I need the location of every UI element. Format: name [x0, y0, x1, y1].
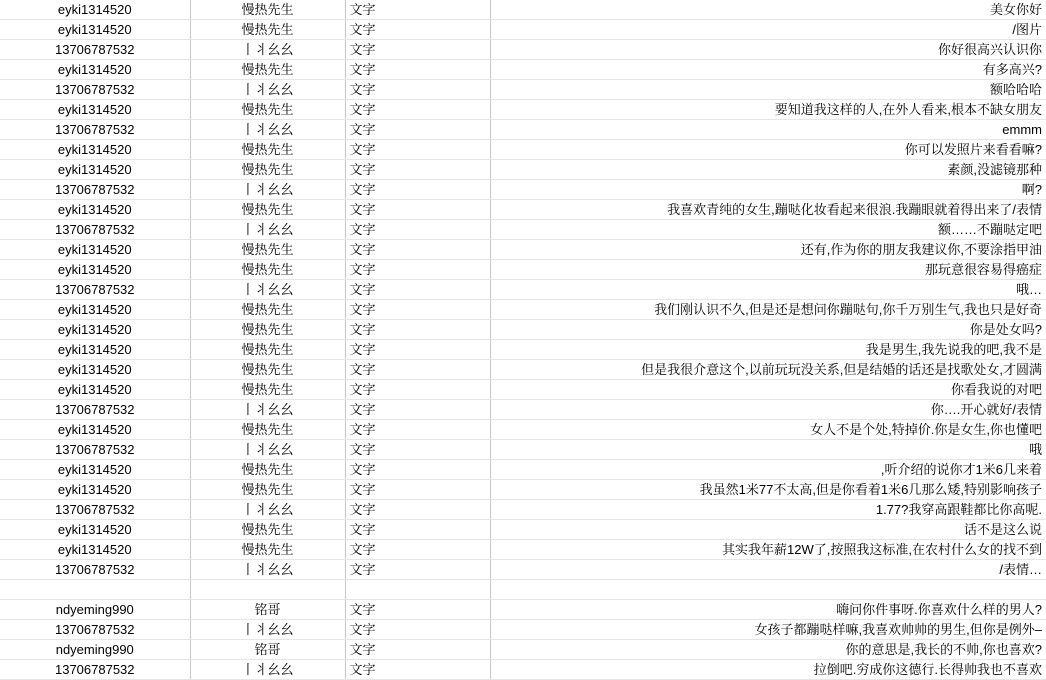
- cell-content: 你的意思是,我长的不帅,你也喜欢?: [490, 640, 1046, 660]
- table-row: [0, 540, 1046, 560]
- cell-message-type: 文字: [345, 240, 490, 260]
- cell-message-type: 文字: [345, 640, 490, 660]
- table-row: [0, 380, 1046, 400]
- cell-content: 其实我年薪12W了,按照我这标准,在农村什么女的找不到: [490, 540, 1046, 560]
- cell-content: 你是处女吗?: [490, 320, 1046, 340]
- cell-nickname: 慢热先生: [190, 300, 345, 320]
- cell-account: 13706787532: [0, 220, 190, 240]
- cell-account: 13706787532: [0, 400, 190, 420]
- cell-account: 13706787532: [0, 620, 190, 640]
- cell-nickname: 慢热先生: [190, 200, 345, 220]
- cell-content: 你看我说的对吧: [490, 380, 1046, 400]
- table-row: [0, 180, 1046, 200]
- cell-nickname: 慢热先生: [190, 240, 345, 260]
- cell-nickname: 慢热先生: [190, 360, 345, 380]
- cell-content: ,听介绍的说你才1米6几来着: [490, 460, 1046, 480]
- cell-content: 啊?: [490, 180, 1046, 200]
- cell-account: eyki1314520: [0, 460, 190, 480]
- table-row: [0, 40, 1046, 60]
- cell-nickname: 慢热先生: [190, 160, 345, 180]
- cell-content: 素颜,没滤镜那种: [490, 160, 1046, 180]
- cell-content: 我是男生,我先说我的吧,我不是: [490, 340, 1046, 360]
- cell-content: 额……不蹦哒定吧: [490, 220, 1046, 240]
- cell-nickname: 慢热先生: [190, 380, 345, 400]
- cell-message-type: 文字: [345, 0, 490, 20]
- cell-account: 13706787532: [0, 280, 190, 300]
- cell-account: 13706787532: [0, 80, 190, 100]
- cell-message-type: 文字: [345, 120, 490, 140]
- cell-message-type: 文字: [345, 140, 490, 160]
- cell-nickname: 慢热先生: [190, 340, 345, 360]
- cell-account: eyki1314520: [0, 300, 190, 320]
- cell-content: 美女你好: [490, 0, 1046, 20]
- cell-nickname: 慢热先生: [190, 60, 345, 80]
- cell-content: /表情…: [490, 560, 1046, 580]
- cell-nickname: 慢热先生: [190, 100, 345, 120]
- cell-nickname: 丨丬幺幺: [190, 220, 345, 240]
- cell-account: 13706787532: [0, 660, 190, 680]
- cell-message-type: 文字: [345, 160, 490, 180]
- cell-account: eyki1314520: [0, 320, 190, 340]
- cell-nickname: 丨丬幺幺: [190, 80, 345, 100]
- table-row: [0, 320, 1046, 340]
- cell-nickname: 丨丬幺幺: [190, 120, 345, 140]
- cell-account: eyki1314520: [0, 260, 190, 280]
- cell-account: eyki1314520: [0, 240, 190, 260]
- cell-account: eyki1314520: [0, 60, 190, 80]
- cell-message-type: 文字: [345, 520, 490, 540]
- table-row: [0, 60, 1046, 80]
- cell-content: 拉倒吧.穷成你这德行.长得帅我也不喜欢: [490, 660, 1046, 680]
- cell-nickname: 丨丬幺幺: [190, 280, 345, 300]
- table-row: [0, 260, 1046, 280]
- cell-account: eyki1314520: [0, 20, 190, 40]
- cell-nickname: 慢热先生: [190, 320, 345, 340]
- cell-content: 额哈哈哈: [490, 80, 1046, 100]
- cell-account: eyki1314520: [0, 540, 190, 560]
- cell-content: [490, 580, 1046, 600]
- cell-nickname: 丨丬幺幺: [190, 620, 345, 640]
- cell-account: eyki1314520: [0, 100, 190, 120]
- cell-account: 13706787532: [0, 560, 190, 580]
- cell-nickname: 丨丬幺幺: [190, 500, 345, 520]
- cell-nickname: 慢热先生: [190, 480, 345, 500]
- table-row: [0, 140, 1046, 160]
- cell-message-type: 文字: [345, 380, 490, 400]
- table-row: [0, 300, 1046, 320]
- table-row: [0, 500, 1046, 520]
- cell-content: 还有,作为你的朋友我建议你,不要涂指甲油: [490, 240, 1046, 260]
- table-row: [0, 460, 1046, 480]
- table-row: [0, 420, 1046, 440]
- cell-nickname: 慢热先生: [190, 20, 345, 40]
- cell-message-type: 文字: [345, 540, 490, 560]
- cell-content: 女人不是个处,特掉价.你是女生,你也懂吧: [490, 420, 1046, 440]
- cell-message-type: 文字: [345, 360, 490, 380]
- cell-message-type: 文字: [345, 600, 490, 620]
- table-row: [0, 20, 1046, 40]
- cell-account: eyki1314520: [0, 140, 190, 160]
- cell-content: 有多高兴?: [490, 60, 1046, 80]
- cell-message-type: 文字: [345, 620, 490, 640]
- cell-account: ndyeming990: [0, 640, 190, 660]
- cell-message-type: 文字: [345, 280, 490, 300]
- cell-message-type: 文字: [345, 500, 490, 520]
- cell-message-type: 文字: [345, 180, 490, 200]
- cell-message-type: 文字: [345, 80, 490, 100]
- cell-account: eyki1314520: [0, 360, 190, 380]
- cell-content: 但是我很介意这个,以前玩玩没关系,但是结婚的话还是找歌处女,才圆满: [490, 360, 1046, 380]
- cell-message-type: 文字: [345, 40, 490, 60]
- cell-message-type: 文字: [345, 20, 490, 40]
- cell-content: 要知道我这样的人,在外人看来,根本不缺女朋友: [490, 100, 1046, 120]
- cell-message-type: 文字: [345, 60, 490, 80]
- table-row-spacer: [0, 580, 1046, 600]
- cell-account: eyki1314520: [0, 380, 190, 400]
- cell-content: 你可以发照片来看看嘛?: [490, 140, 1046, 160]
- cell-account: 13706787532: [0, 440, 190, 460]
- cell-nickname: 丨丬幺幺: [190, 660, 345, 680]
- cell-content: 我虽然1米77不太高,但是你看着1米6几那么矮,特别影响孩子: [490, 480, 1046, 500]
- table-row: [0, 280, 1046, 300]
- table-row: [0, 360, 1046, 380]
- table-row: [0, 660, 1046, 680]
- cell-nickname: 丨丬幺幺: [190, 400, 345, 420]
- cell-nickname: 丨丬幺幺: [190, 440, 345, 460]
- cell-message-type: 文字: [345, 200, 490, 220]
- cell-nickname: 慢热先生: [190, 520, 345, 540]
- table-row: [0, 100, 1046, 120]
- cell-message-type: 文字: [345, 560, 490, 580]
- cell-content: emmm: [490, 120, 1046, 140]
- cell-account: 13706787532: [0, 500, 190, 520]
- cell-nickname: 慢热先生: [190, 140, 345, 160]
- table-row: [0, 340, 1046, 360]
- cell-nickname: 丨丬幺幺: [190, 560, 345, 580]
- cell-message-type: 文字: [345, 260, 490, 280]
- table-row: [0, 600, 1046, 620]
- cell-content: 我喜欢青纯的女生,蹦哒化妆看起来很浪.我蹦眼就着得出来了/表情: [490, 200, 1046, 220]
- cell-message-type: 文字: [345, 480, 490, 500]
- cell-account: ndyeming990: [0, 600, 190, 620]
- cell-content: 你好很高兴认识你: [490, 40, 1046, 60]
- cell-account: eyki1314520: [0, 340, 190, 360]
- cell-message-type: 文字: [345, 400, 490, 420]
- cell-content: 那玩意很容易得癌症: [490, 260, 1046, 280]
- cell-content: /图片: [490, 20, 1046, 40]
- cell-message-type: 文字: [345, 220, 490, 240]
- table-row: [0, 520, 1046, 540]
- cell-content: 话不是这么说: [490, 520, 1046, 540]
- table-row: [0, 0, 1046, 20]
- cell-content: 嗨问你件事呀.你喜欢什么样的男人?: [490, 600, 1046, 620]
- cell-nickname: 慢热先生: [190, 460, 345, 480]
- cell-content: 哦: [490, 440, 1046, 460]
- cell-nickname: [190, 580, 345, 600]
- table-row: [0, 620, 1046, 640]
- table-row: [0, 160, 1046, 180]
- cell-nickname: 慢热先生: [190, 0, 345, 20]
- cell-account: eyki1314520: [0, 200, 190, 220]
- cell-account: eyki1314520: [0, 420, 190, 440]
- cell-account: [0, 580, 190, 600]
- table-row: [0, 400, 1046, 420]
- table-row: [0, 480, 1046, 500]
- table-row: [0, 240, 1046, 260]
- cell-nickname: 丨丬幺幺: [190, 180, 345, 200]
- cell-message-type: 文字: [345, 660, 490, 680]
- cell-account: eyki1314520: [0, 520, 190, 540]
- cell-content: 女孩子都蹦哒样嘛,我喜欢帅帅的男生,但你是例外–: [490, 620, 1046, 640]
- cell-account: eyki1314520: [0, 0, 190, 20]
- cell-message-type: 文字: [345, 340, 490, 360]
- cell-content: 1.77?我穿高跟鞋都比你高呢.: [490, 500, 1046, 520]
- cell-account: eyki1314520: [0, 480, 190, 500]
- cell-account: 13706787532: [0, 120, 190, 140]
- table-row: [0, 80, 1046, 100]
- cell-nickname: 慢热先生: [190, 420, 345, 440]
- cell-account: 13706787532: [0, 40, 190, 60]
- table-row: [0, 640, 1046, 660]
- table-row: [0, 200, 1046, 220]
- cell-account: 13706787532: [0, 180, 190, 200]
- cell-message-type: 文字: [345, 440, 490, 460]
- cell-nickname: 丨丬幺幺: [190, 40, 345, 60]
- cell-account: eyki1314520: [0, 160, 190, 180]
- cell-message-type: 文字: [345, 320, 490, 340]
- cell-nickname: 铭哥: [190, 600, 345, 620]
- cell-nickname: 铭哥: [190, 640, 345, 660]
- table-row: [0, 220, 1046, 240]
- cell-content: 哦…: [490, 280, 1046, 300]
- cell-message-type: 文字: [345, 420, 490, 440]
- cell-message-type: 文字: [345, 300, 490, 320]
- cell-content: 我们刚认识不久,但是还是想问你蹦哒句,你千万别生气,我也只是好奇: [490, 300, 1046, 320]
- cell-content: 你….开心就好/表情: [490, 400, 1046, 420]
- table-row: [0, 560, 1046, 580]
- cell-message-type: 文字: [345, 100, 490, 120]
- table-row: [0, 120, 1046, 140]
- cell-nickname: 慢热先生: [190, 260, 345, 280]
- cell-message-type: 文字: [345, 460, 490, 480]
- cell-nickname: 慢热先生: [190, 540, 345, 560]
- table-row: [0, 440, 1046, 460]
- cell-message-type: [345, 580, 490, 600]
